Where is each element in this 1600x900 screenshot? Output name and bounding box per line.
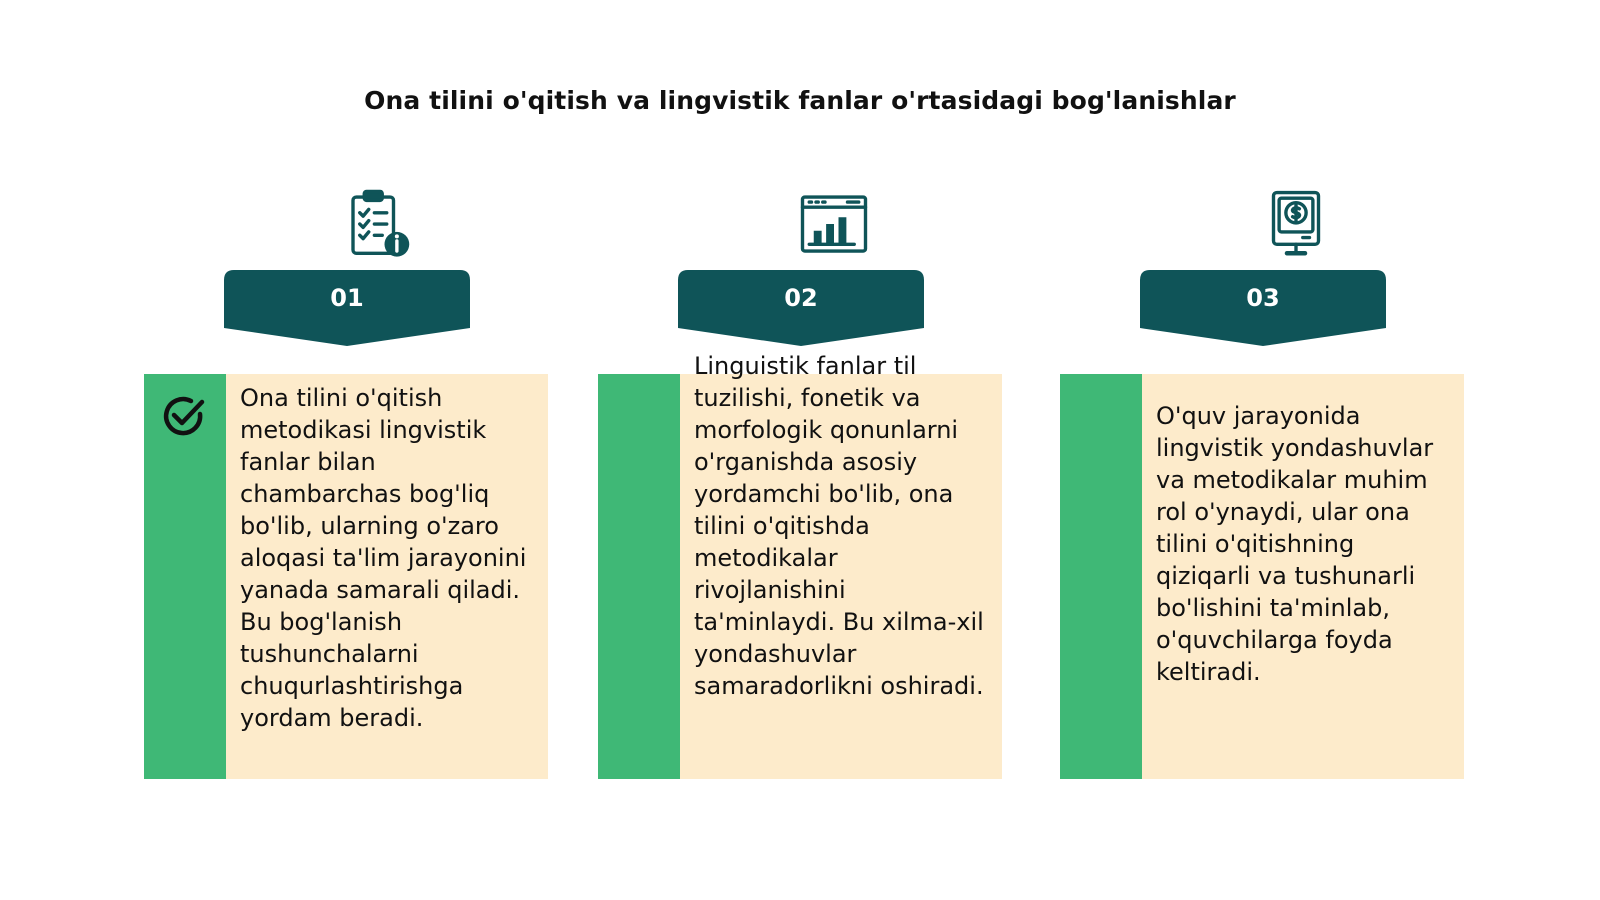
step-number-tab xyxy=(1140,270,1386,350)
page-title: Ona tilini o'qitish va lingvistik fanlar o'rtasidagi bog'lanishlar xyxy=(364,86,1236,115)
bar-chart-window-icon xyxy=(798,188,870,260)
step-number: 03 xyxy=(1246,284,1280,312)
step-description: Linguistik fanlar til tuzilishi, fonetik va morfologik qonunlarni o'rganishda asosiy yordamchi bo'lib, ona tilini o'qitishda metodikalar rivojlanishini ta'minlaydi. Bu xilma-xil yondashuvlar samaradorlikni oshiradi. xyxy=(694,352,984,700)
accent-bar xyxy=(1060,374,1142,779)
clipboard-checklist-info-icon xyxy=(344,188,416,260)
accent-bar xyxy=(144,374,226,779)
monitor-dollar-icon xyxy=(1260,188,1332,260)
step-description: O'quv jarayonida lingvistik yondashuvlar va metodikalar muhim rol o'ynaydi, ular ona tilini o'qitishning qiziqarli va tushunarli bo'lishini ta'minlab, o'quvchilarga foyda keltiradi. xyxy=(1156,402,1434,686)
step-card xyxy=(1060,374,1464,779)
step-column-02 xyxy=(598,0,1008,900)
step-number: 01 xyxy=(330,284,364,312)
step-number-tab xyxy=(678,270,924,350)
step-description: Ona tilini o'qitish metodikasi lingvistik fanlar bilan chambarchas bog'liq bo'lib, ularning o'zaro aloqasi ta'lim jarayonini yanada samarali qiladi. Bu bog'lanish tushunchalarni chuqurlashtirishga yordam beradi. xyxy=(240,384,527,732)
accent-bar xyxy=(598,374,680,779)
check-circle-icon xyxy=(160,392,208,440)
step-column-03 xyxy=(1060,0,1470,900)
step-card xyxy=(598,352,1002,779)
step-card xyxy=(144,374,548,779)
step-column-01 xyxy=(144,0,554,900)
step-number: 02 xyxy=(784,284,818,312)
step-number-tab xyxy=(224,270,470,350)
